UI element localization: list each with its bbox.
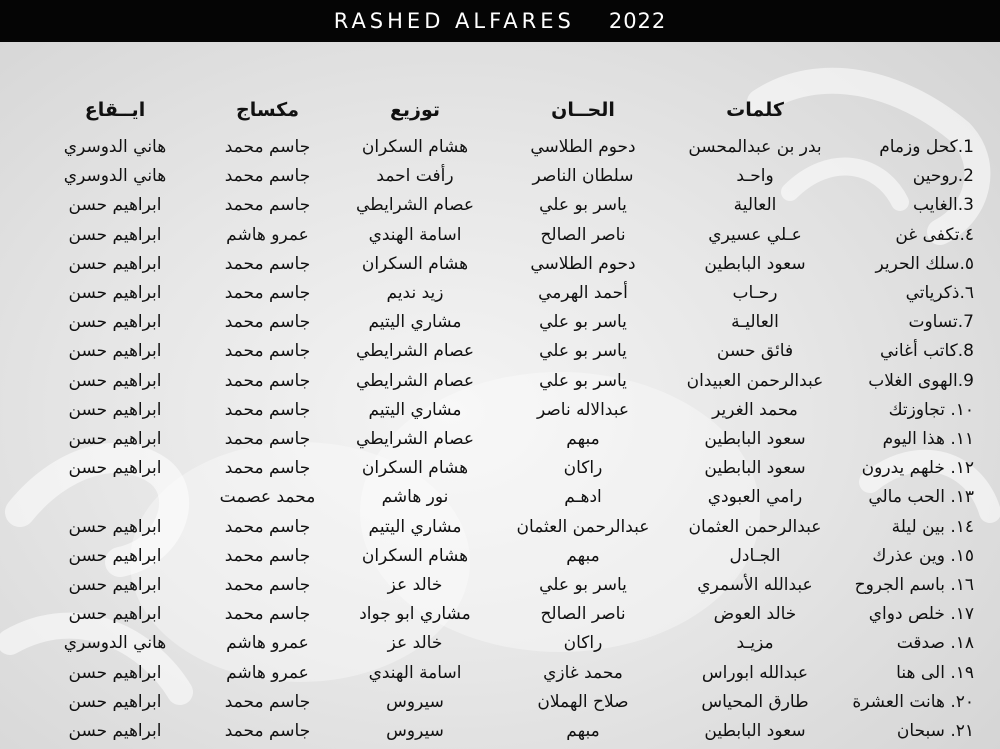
cell-melody: ناصر الصالح (540, 604, 626, 625)
cell-rhythm: ابراهيم حسن (68, 370, 162, 391)
cell-mixing: جاسم محمد (224, 312, 311, 333)
cell-arrangement: هشام السكران (361, 137, 469, 157)
cell-mixing: جاسم محمد (224, 253, 311, 274)
cell-rhythm: ابراهيم حسن (68, 458, 162, 479)
cell-title: 7.تساوت (908, 312, 974, 333)
header-title (832, 96, 974, 124)
cell-title: 3.الغايب (913, 195, 974, 216)
cell-title: ١٥. وين عذرك (872, 545, 974, 566)
cell-mixing: جاسم محمد (224, 721, 311, 741)
cell-arrangement: مشاري اليتيم (368, 516, 462, 537)
cell-lyrics: عبدالله ابوراس (701, 662, 809, 683)
album-year: 2022 (608, 9, 667, 33)
cell-lyrics: عـلي عسيري (708, 224, 802, 245)
cell-arrangement: خالد عز (387, 633, 443, 654)
cell-arrangement: اسامة الهندي (368, 662, 462, 683)
cell-mixing: جاسم محمد (224, 166, 311, 187)
cell-melody: ياسر بو علي (539, 195, 627, 216)
cell-rhythm: ابراهيم حسن (68, 195, 162, 216)
header-rhythm: ايــقاع (84, 99, 146, 121)
cell-title: 2.روحين (912, 166, 974, 187)
cell-mixing: جاسم محمد (224, 195, 311, 216)
cell-title: ١٣. الحب مالي (868, 487, 974, 508)
cell-rhythm: ابراهيم حسن (68, 399, 162, 420)
table-row (0, 337, 1000, 365)
cell-mixing: عمرو هاشم (226, 662, 309, 683)
cell-melody: ياسر بو علي (539, 341, 627, 362)
cell-lyrics: سعود البابطين (704, 429, 806, 449)
cell-rhythm (40, 483, 190, 511)
table-row (0, 600, 1000, 628)
column-headers (0, 96, 1000, 124)
cell-title: ٢١. سبحان (896, 721, 974, 741)
cell-title: ٦.ذكرياتي (905, 283, 974, 303)
cell-rhythm: هاني الدوسري (63, 166, 167, 187)
cell-lyrics: الجـادل (729, 545, 781, 566)
cell-mixing: محمد عصمت (219, 487, 316, 508)
cell-lyrics: رحـاب (732, 283, 778, 303)
artist-name: RASHED ALFARES (333, 9, 575, 33)
title-bar (0, 0, 1000, 42)
cell-mixing: جاسم محمد (224, 370, 311, 391)
table-row (0, 425, 1000, 453)
table-row (0, 221, 1000, 249)
cell-rhythm: ابراهيم حسن (68, 545, 162, 566)
cell-arrangement: نور هاشم (381, 487, 449, 508)
cell-rhythm: ابراهيم حسن (68, 691, 162, 712)
table-row (0, 396, 1000, 424)
cell-title: 1.كحل وزمام (879, 137, 974, 157)
table-row (0, 659, 1000, 687)
cell-melody: دحوم الطلاسي (530, 253, 636, 274)
cell-lyrics: رامي العبودي (707, 487, 803, 508)
cell-lyrics: سعود البابطين (704, 458, 806, 479)
table-row (0, 688, 1000, 716)
cell-title: ١١. هذا اليوم (882, 429, 974, 449)
cell-lyrics: فائق حسن (716, 341, 794, 362)
table-row (0, 162, 1000, 190)
cell-mixing: جاسم محمد (224, 341, 311, 362)
cell-title: ٤.تكفى غن (895, 224, 974, 245)
cell-rhythm: ابراهيم حسن (68, 341, 162, 362)
cell-title: ١٢. خلهم يدرون (861, 458, 974, 479)
cell-arrangement: مشاري ابو جواد (359, 604, 471, 625)
cell-title: ٢٠. هانت العشرة (852, 691, 974, 712)
cell-melody: عبدالاله ناصر (536, 399, 630, 420)
table-row (0, 542, 1000, 570)
cell-mixing: جاسم محمد (224, 283, 311, 303)
cell-arrangement: اسامة الهندي (368, 224, 462, 245)
cell-rhythm: ابراهيم حسن (68, 575, 162, 595)
cell-arrangement: مشاري اليتيم (368, 399, 462, 420)
cell-title: ١٠. تجاوزتك (888, 399, 974, 420)
cell-arrangement: عصام الشرايطي (355, 341, 474, 362)
cell-mixing: جاسم محمد (224, 691, 311, 712)
cell-melody: راكان (563, 633, 603, 654)
cell-melody: مبهم (566, 721, 600, 741)
cell-lyrics: مزيـد (736, 633, 774, 654)
table-row (0, 250, 1000, 278)
cell-melody: صلاح الهملان (537, 691, 629, 712)
cell-melody: مبهم (566, 429, 600, 449)
cell-melody: ناصر الصالح (540, 224, 626, 245)
cell-title: ١٧. خلص دواي (868, 604, 974, 625)
cell-lyrics: بدر بن عبدالمحسن (688, 137, 822, 157)
cell-arrangement: عصام الشرايطي (355, 370, 474, 391)
table-row (0, 454, 1000, 482)
cell-lyrics: طارق المحياس (701, 691, 809, 712)
cell-arrangement: عصام الشرايطي (355, 195, 474, 216)
cell-rhythm: ابراهيم حسن (68, 721, 162, 741)
cell-arrangement: عصام الشرايطي (355, 429, 474, 449)
header-mixing: مكساج (236, 99, 299, 121)
cell-lyrics: محمد الغرير (712, 399, 798, 420)
cell-rhythm: هاني الدوسري (63, 633, 167, 654)
table-row (0, 571, 1000, 599)
cell-lyrics: سعود البابطين (704, 253, 806, 274)
cell-lyrics: سعود البابطين (704, 721, 806, 741)
cell-arrangement: رأفت احمد (376, 166, 454, 187)
cell-mixing: جاسم محمد (224, 604, 311, 625)
table-row (0, 308, 1000, 336)
cell-melody: محمد غازي (543, 662, 623, 683)
cell-title: ١٨. صدقت (896, 633, 974, 654)
table-row (0, 191, 1000, 219)
cell-mixing: جاسم محمد (224, 429, 311, 449)
cell-lyrics: عبدالرحمن العبيدان (686, 370, 824, 391)
cell-title: 8.كاتب أغاني (879, 341, 974, 362)
cell-lyrics: العالية (733, 195, 777, 216)
table-row (0, 717, 1000, 745)
cell-mixing: جاسم محمد (224, 137, 311, 157)
cell-melody: دحوم الطلاسي (530, 137, 636, 157)
cell-arrangement: هشام السكران (361, 253, 469, 274)
cell-melody: ادهـم (564, 487, 602, 508)
cell-rhythm: ابراهيم حسن (68, 253, 162, 274)
table-row (0, 513, 1000, 541)
cell-title: 9.الهوى الغلاب (868, 370, 974, 391)
cell-mixing: عمرو هاشم (226, 633, 309, 654)
cell-rhythm: ابراهيم حسن (68, 429, 162, 449)
cell-arrangement: هشام السكران (361, 545, 469, 566)
header-arrangement: توزيع (389, 99, 441, 121)
header-lyrics: كلمات (726, 99, 784, 121)
cell-melody: ياسر بو علي (539, 370, 627, 391)
table-row (0, 483, 1000, 511)
cell-title: ٥.سلك الحرير (875, 253, 974, 274)
cell-title: ١٤. بين ليلة (891, 516, 974, 537)
cell-arrangement: مشاري اليتيم (368, 312, 462, 333)
cell-rhythm: ابراهيم حسن (68, 604, 162, 625)
cell-title: ١٩. الى هنا (896, 662, 974, 683)
cell-rhythm: ابراهيم حسن (68, 224, 162, 245)
cell-lyrics: عبدالله الأسمري (697, 575, 813, 595)
table-row (0, 133, 1000, 161)
cell-lyrics: العاليـة (731, 312, 779, 333)
cell-mixing: جاسم محمد (224, 399, 311, 420)
cell-arrangement: هشام السكران (361, 458, 469, 479)
cell-melody: ياسر بو علي (539, 575, 627, 595)
cell-mixing: عمرو هاشم (226, 224, 309, 245)
cell-rhythm: ابراهيم حسن (68, 662, 162, 683)
cell-mixing: جاسم محمد (224, 516, 311, 537)
cell-lyrics: عبدالرحمن العثمان (688, 516, 822, 537)
cell-lyrics: واحـد (736, 166, 774, 187)
cell-rhythm: ابراهيم حسن (68, 312, 162, 333)
cell-mixing: جاسم محمد (224, 458, 311, 479)
cell-mixing: جاسم محمد (224, 575, 311, 595)
cell-arrangement: زيد نديم (386, 283, 444, 303)
cell-melody: ياسر بو علي (539, 312, 627, 333)
cell-lyrics: خالد العوض (713, 604, 797, 625)
table-row (0, 279, 1000, 307)
cell-arrangement: خالد عز (387, 575, 443, 595)
cell-arrangement: سيروس (386, 691, 444, 712)
cell-melody: سلطان الناصر (532, 166, 634, 187)
header-melody: الحــان (551, 99, 615, 121)
cell-melody: راكان (563, 458, 603, 479)
cell-mixing: جاسم محمد (224, 545, 311, 566)
cell-rhythm: هاني الدوسري (63, 137, 167, 157)
cell-arrangement: سيروس (386, 721, 444, 741)
cell-title: ١٦. باسم الجروح (854, 575, 974, 595)
cell-rhythm: ابراهيم حسن (68, 283, 162, 303)
cell-rhythm: ابراهيم حسن (68, 516, 162, 537)
table-row (0, 367, 1000, 395)
table-row (0, 629, 1000, 657)
cell-melody: مبهم (566, 545, 600, 566)
cell-melody: عبدالرحمن العثمان (516, 516, 650, 537)
cell-melody: أحمد الهرمي (538, 283, 628, 303)
